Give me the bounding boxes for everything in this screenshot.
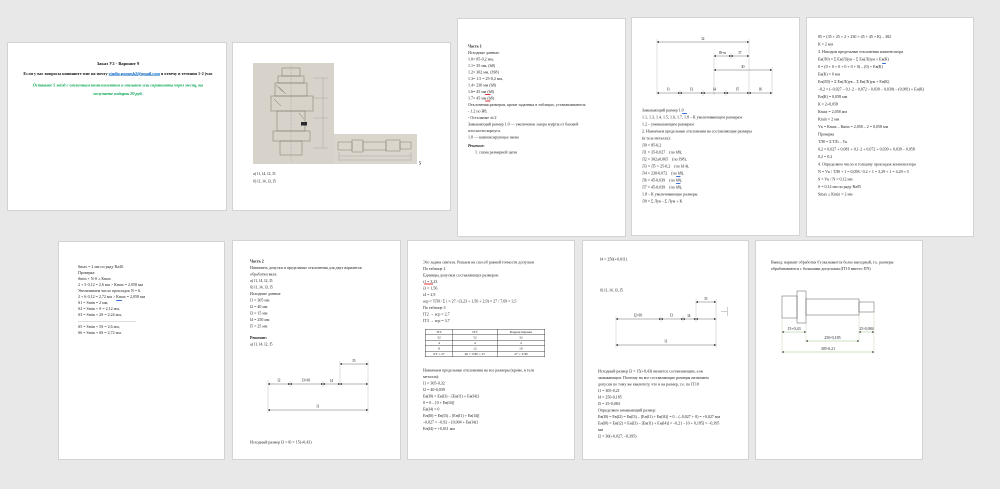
text-line: IT3 → аср = 3,7 xyxy=(423,318,450,323)
text-line: 0,2 = 0,2 xyxy=(818,154,833,159)
source-size-line xyxy=(250,439,312,446)
text-line: 1.4= 230 мм (h8) xyxy=(468,83,496,88)
text-line: - 1.2 по Н8, xyxy=(468,109,488,114)
cell: 32 xyxy=(425,335,452,341)
text-line: Вывод: вариант обработки б) оказывается более выгодный, т.е. размеры xyxy=(771,260,894,265)
text-line: 0 = 0 – [0 + Ев(l4)] xyxy=(423,400,455,405)
page-3-text xyxy=(468,43,618,156)
text-line: Л0 = 85-0,2 xyxy=(642,143,662,148)
promo-line: Оставьте 5 звёзд с отличным комплиментом и отзывом или скриншоты через месяц, вы xyxy=(32,82,204,88)
variant-captions xyxy=(253,170,276,185)
text-line: Кmin = 2 мм xyxy=(818,117,840,122)
text-line: 1.6= 45 мм (h8) xyxy=(468,89,494,94)
text-line: S = 0,12 мм по ряду Ra05 xyxy=(818,184,862,189)
shaft-sketch xyxy=(334,134,417,164)
assembly-sketch xyxy=(253,63,334,164)
text-line: Ев(Л0) = Σ Ев(Лi)ув – Σ Ен(Лi)ум + Ев(К) xyxy=(818,57,889,62)
text-line: Smin + N·S ≥ Кmax xyxy=(78,276,111,281)
spellcheck-mark xyxy=(485,94,491,95)
page-8-top-text xyxy=(423,259,571,324)
text-line: Исходные данные: xyxy=(468,50,500,55)
dim-labels xyxy=(787,326,873,352)
title-block xyxy=(8,43,227,98)
page-9-text xyxy=(598,368,748,440)
spellcheck-mark xyxy=(424,284,433,285)
figure-note: 5 xyxy=(419,161,421,166)
dim-label-l3: l3 xyxy=(689,86,694,92)
text-line: Исходный размер l3 = l0 = 15(+0,43) xyxy=(250,440,312,445)
review-mark xyxy=(882,63,886,64)
text-line: i3 = 1,56 xyxy=(423,286,438,291)
review-mark xyxy=(676,183,681,184)
dark-seal-mark xyxy=(301,122,307,126)
text-line: S1 = Smin = 2 мм, xyxy=(78,300,109,305)
dim-label-l0: l0 xyxy=(741,64,745,69)
text-line: 0,2 = 0,027 + 0,081 + 0,1·2 + 0,072 + 0,039 + 0,039 – 0,058 xyxy=(818,147,915,152)
text-line: Замыкающий размер 1.0 — увеличение зазора муфты от базовой xyxy=(468,122,579,127)
shaft-drawing xyxy=(779,283,904,363)
assembly-outline xyxy=(271,68,313,155)
solution-label: Решение: xyxy=(468,143,485,148)
dim-label-right: 25-0,084 xyxy=(859,326,874,331)
shaft-dim-lines xyxy=(339,152,411,161)
shaft-outline xyxy=(782,291,874,323)
text-line: Кmax = 2,058 мм xyxy=(818,109,847,114)
table-row xyxy=(425,351,545,357)
text-line: l4 = 250(+0,011) xyxy=(600,257,628,262)
col-header: ІТ3 xyxy=(453,329,497,335)
text-line: –0,027 = –0,92 – [0,004 + Ен(l4)] xyxy=(423,420,478,425)
text-line: Увеличиваем число прокладок N = 6. xyxy=(78,288,142,293)
text-line: Smax ≤ Кmin = 2 мм xyxy=(818,192,853,197)
text-line: 1.3= 1.5 = 25-0,2 мм, xyxy=(468,76,503,81)
text-line: По таблице 3 xyxy=(423,305,446,310)
text-line: Smax = 2 мм по ряду Ra40. xyxy=(78,264,124,269)
solution-step: 1. схема размерной цепи xyxy=(475,150,517,155)
dim-label-l1: l1 xyxy=(316,403,320,409)
text-line: S6 = Smin + 6S = 2,72 мм. xyxy=(78,330,122,335)
dim-label-l5: l5 xyxy=(704,296,708,301)
text-line: Ен(К) = 0,058 мм xyxy=(818,94,848,99)
text-line: Ен(l4) = +0,011 мм xyxy=(423,426,455,431)
text-line: Vк = Кmax – Кmin = 2,058 – 2 = 0,058 мм xyxy=(818,124,889,129)
page-thumbnail-7[interactable] xyxy=(232,240,401,460)
text-line: Л2 = 302±0,065 (по JS8), xyxy=(642,157,687,162)
review-mark xyxy=(682,113,687,114)
text-line: 85 = (35 + 25 + 2 + 230 + 45 + 45 + К) – 382 xyxy=(818,34,892,39)
shim-lines xyxy=(78,264,218,336)
page-2-content xyxy=(233,43,451,211)
text-line: 1.0= 85-0,2 мм, xyxy=(468,57,494,62)
text-line: 1.1= 35 мм, (h8) xyxy=(468,63,495,68)
text-line: Замыкающий размер 1.0 xyxy=(642,108,684,113)
text-line: плоскости корпуса. xyxy=(468,128,501,133)
initial-data-lines xyxy=(468,50,618,141)
text-line: допуски по тому же квалитету, что и на размер, т.е. по IT10 xyxy=(598,382,699,387)
text-line: l2 = 30(+0,027; –0,395) xyxy=(598,434,637,439)
text-line: 2 + 5·0,12 = 2,6 мм > Кmax = 2,058 мм xyxy=(78,282,144,287)
order-title: Заказ У2 - Вариант 9 xyxy=(96,61,140,66)
dim-label-l7: l7 xyxy=(738,50,742,55)
text-line: замыкающим. Поэтому на все составляющие размеры назначаем xyxy=(598,375,709,380)
text-line: Единицы допусков составляющих размеров: xyxy=(423,273,500,278)
page-4-content xyxy=(632,18,800,236)
cell: 4 xyxy=(453,340,497,346)
text-line: Ев(l4) = 0 xyxy=(423,407,440,412)
text-line: l3 = 15 мм xyxy=(250,311,268,316)
text-line: обработки вала: xyxy=(250,272,278,277)
text-line: l1 = 305 мм xyxy=(250,298,270,303)
text-line: 4. Определяем число и толщину прокладок компенсатора xyxy=(818,162,916,167)
text-line: Исходный размер l3 = 15(+0,43) является составляющим, а не xyxy=(598,369,704,374)
text-line: i4 = 2,9 xyxy=(423,292,436,297)
contact-suffix: я отвечу в течении 1-2 (час xyxy=(159,71,213,76)
text-line: Отклонения размеров, кроме заданных в таблицах, устанавливаются: xyxy=(468,102,587,107)
page-4-text xyxy=(642,107,792,205)
text-line: 1.8 – К увеличивающие размеры xyxy=(642,192,698,197)
variant-list xyxy=(250,278,395,291)
dim-label-l3: l3=l0 xyxy=(301,377,311,383)
review-mark xyxy=(116,300,122,301)
cell: 4 xyxy=(425,340,452,346)
dim-label-l2l0: l2=l0 xyxy=(633,312,643,318)
page-1-content xyxy=(8,43,227,211)
text-line: 1.1, 1.3, 1.4, 1.5, 1.6, 1.7, 1.8 – К увеличивающим размерам xyxy=(642,115,742,120)
cell: 27 = ТЛ0 xyxy=(497,351,545,357)
page-thumbnail-9[interactable] xyxy=(582,240,749,460)
text-line: l2 = 40-0,039 xyxy=(423,387,445,392)
dim-label-left: 15+0,43 xyxy=(787,326,801,331)
page-thumbnail-4[interactable] xyxy=(631,17,800,236)
text-line: S = Vк / N = 0,12 мм xyxy=(818,177,853,182)
page-thumbnail-2[interactable] xyxy=(232,42,451,211)
chain-lines xyxy=(642,107,792,205)
part-1-heading: Часть 1 xyxy=(468,44,482,49)
text-line: 1.8 — компенсирующее звено xyxy=(468,135,520,140)
text-line: обрабатываются с большими допусками (IT10 вместо IT9) xyxy=(771,266,871,271)
review-mark xyxy=(676,176,681,177)
dimension-lines xyxy=(657,42,772,93)
variant-a-diagram xyxy=(265,355,371,431)
dim-label-l1: l1 xyxy=(664,338,668,344)
conclusion-lines xyxy=(771,259,919,272)
text-line: б) l1, l4, l3, l5 xyxy=(600,288,623,293)
cell: 8 xyxy=(425,346,452,352)
page-thumbnail-5[interactable] xyxy=(806,17,974,237)
dimension-chain-diagram xyxy=(655,36,775,102)
cell: 10 xyxy=(497,346,545,352)
text-line: 0 = (0 + 0 + 0 + 0 + 0 + 0) – (0) + Ев(К) xyxy=(818,64,883,69)
dim-label-overall: 305-0,21 xyxy=(820,346,836,351)
text-line: 1.2= 302 мм, (JS8) xyxy=(468,70,499,75)
task-intro xyxy=(250,265,395,278)
text-line: К = 2+0,058 xyxy=(818,102,839,107)
page-5-text xyxy=(818,33,968,198)
text-line: По таблице 2 xyxy=(423,266,446,271)
text-line: б) l1, l4, l3, l5 xyxy=(250,285,273,290)
text-line: а) l1, l4, l2, l5 xyxy=(250,278,273,283)
promo-line: получаете подарок 20 руб. xyxy=(93,91,143,96)
drawing-photo-shaft xyxy=(334,134,417,164)
text-line: Л3 = Л5 = 25-0,2 (по h14), xyxy=(642,164,690,169)
text-line: Назначаем предельные отклонения на все размеры (кроме, в теле xyxy=(423,368,535,373)
text-line: S3 = Smin + 2S = 2,24 мм, xyxy=(78,312,122,317)
text-line: –0,2 = (–0,027 – 0,1·2 – 0,072 – 0,039 – 0,039) – (0,081) + Ен(К) xyxy=(818,87,925,92)
col-header: Корректировка xyxy=(497,329,545,335)
contact-line xyxy=(8,71,227,76)
cell: 4 xyxy=(497,340,545,346)
text-line: S2 = Smin + S = 2,12 мм, xyxy=(78,306,120,311)
cell: 52 xyxy=(453,335,497,341)
text-line: металла): xyxy=(423,374,440,379)
page-thumbnail-3[interactable] xyxy=(457,18,626,237)
dim-label-mid: 250-0,185 xyxy=(824,335,841,340)
shaft-outline xyxy=(338,140,411,152)
text-line: 1.2 – уменьшающим размерам xyxy=(642,122,694,127)
text-line: Л6 = 45-0,039 (по h8), xyxy=(642,178,683,183)
dim-label-l1: l1 xyxy=(666,86,671,92)
text-line: l5 = 25-0,084 xyxy=(598,401,620,406)
text-line: S5 = Smin + 5S = 2,6 мм, xyxy=(78,324,120,329)
text-line: Ен(l0) = Ен(l2) = Ен(l3) – [Ев(l1) + Ен(l4)] = –0,21 – [0 + 0,185] = –0,395 xyxy=(598,421,720,426)
data-label: Исходные данные xyxy=(250,291,281,296)
text-line: .......................................................... xyxy=(78,318,136,323)
dim-label-l3: l3 xyxy=(669,312,674,318)
text-line: Определяем замыкающий размер: xyxy=(598,408,657,413)
dim-label-l2: l2 xyxy=(277,377,281,383)
page-6-content xyxy=(59,242,225,460)
text-line: i1 = 3,23 xyxy=(423,279,438,284)
page-10-content xyxy=(756,241,923,460)
text-line: 1.7= 45 мм (h8) xyxy=(468,96,494,101)
text-line: Назначить допуски и предельные отклонения для двух вариантов xyxy=(250,265,362,270)
page-8-content xyxy=(408,241,575,460)
cell: 12 xyxy=(453,346,497,352)
text-line: Это задача синтеза. Решаем на способ равной точности допусков xyxy=(423,260,534,265)
text-line: l4 = 250 мм xyxy=(250,317,270,322)
text-line: 3. Находим предельные отклонения компенсатора xyxy=(818,49,904,54)
result-lines xyxy=(598,388,748,440)
variant-b-label xyxy=(600,287,623,294)
text-line: l2 = 40 мм xyxy=(250,304,268,309)
dim-label-l4: l4 xyxy=(329,378,334,383)
text-line: l5 = 25 мм xyxy=(250,324,268,329)
text-line: мм xyxy=(598,427,604,432)
cell: 40 > ТЛ0 = 27 xyxy=(453,351,497,357)
text-line: Ев(l0) = Ев(l3) – [Ев(l1) + Ев(l4)] xyxy=(423,394,479,399)
caption-variant-b: б) l1, l4, l3, l5 xyxy=(253,179,276,184)
cell: 32 xyxy=(497,335,545,341)
variant-b-diagram xyxy=(613,294,719,361)
text-line: IT2 → аср = 2,7 xyxy=(423,312,450,317)
page-thumbnail-6[interactable] xyxy=(58,241,225,460)
cell: ΣТ = 27 xyxy=(425,351,452,357)
text-line: l1 = 305-0,21 xyxy=(598,388,620,393)
text-line: аср = ТЛ0 / Σ i = 27 / (3,23 + 1,56 + 2,9) = 27 / 7,69 = 3,5 xyxy=(423,299,517,304)
text-line: Ев(l0) = Ев(l2) = Ев(l3) – [Ен(l1) + Ев(l4)] = 0 – (–0,027 + 0) = +0,027 мм xyxy=(598,414,720,419)
contact-prefix: Если у вас вопросы напишите мне на почту xyxy=(23,71,109,76)
page-8-bottom-text xyxy=(423,367,571,432)
text-line: Л0 = Σ Лув – Σ Лум + К xyxy=(642,199,683,204)
page-9-content xyxy=(583,241,749,460)
text-line: 2. Назначаем предельные отклонения на составляющие размеры xyxy=(642,129,752,134)
dim-label-l8k: l8+к xyxy=(718,50,727,55)
text-line: l4 = 250-0,185 xyxy=(598,395,622,400)
text-line: Проверка: xyxy=(78,270,96,275)
page-7-content xyxy=(233,241,401,460)
page-thumbnail-8[interactable] xyxy=(407,240,575,460)
drawing-photo-assembly xyxy=(253,63,334,164)
text-line: l1 = 305-0,32 xyxy=(423,381,445,386)
page-6-text xyxy=(78,264,218,336)
dim-label-l4: l4 xyxy=(712,86,717,92)
part-2-heading: Часть 2 xyxy=(250,259,264,264)
text-line: Л4 = 230-0,072 (по h8), xyxy=(642,171,685,176)
dim-label-l6: l6 xyxy=(758,86,763,92)
page-7-text xyxy=(250,258,395,348)
text-line: Л1 = 35-0,027 (по h8), xyxy=(642,150,683,155)
spellcheck-mark xyxy=(485,101,491,102)
text-line: К = 2 мм xyxy=(818,42,833,47)
page-thumbnail-1[interactable] xyxy=(7,42,227,211)
text-line: Ен(Л0) = Σ Ен(Лi)ув – Σ Ев(Лi)ум + Ен(К) xyxy=(818,79,890,84)
promo-block xyxy=(8,81,227,98)
dim-label-l5: l5 xyxy=(352,358,356,363)
compensator-lines xyxy=(818,33,968,198)
text-line: N = Vк / ТЛ0 + 1 = 0,058 / 0,2 + 1 = 3,29 + 1 = 4,29 ≈ 5 xyxy=(818,169,909,174)
page-thumbnail-10[interactable] xyxy=(755,240,923,460)
solution-label: Решение: xyxy=(250,335,268,340)
paragraph-lines xyxy=(598,368,748,388)
email-link[interactable]: studio.pomosh2@gmail.com xyxy=(108,71,160,76)
text-line: ТЛ0 = Σ ТЛi – Vк xyxy=(818,139,848,144)
text-line: (в теле металла): xyxy=(642,136,671,141)
page-3-content xyxy=(458,19,626,237)
text-line: Ен(l0) = Ен(l3) – [Ен(l1) + Ев(l4)] xyxy=(423,413,480,418)
stray-cursor-artifact xyxy=(727,307,728,316)
text-line: - Остальные ±t/2 xyxy=(468,115,497,120)
conclusion-text xyxy=(771,259,919,272)
dim-label-l4: l4 xyxy=(687,313,691,318)
assembly-dim-lines xyxy=(291,66,328,161)
text-line: Проверка xyxy=(818,132,835,137)
dim-label-l2: l2 xyxy=(701,36,705,41)
text-line: Ев(К) = 0 мм xyxy=(818,72,840,77)
dim-label-l5: l5 xyxy=(735,86,740,92)
tolerance-table xyxy=(425,329,545,357)
variant-a-label: а) l1, l4, l2, l5 xyxy=(250,342,273,347)
caption-variant-a: а) l1, l4, l2, l5 xyxy=(253,171,276,176)
sizes-list xyxy=(250,297,395,330)
page-5-content xyxy=(807,18,974,237)
text-line: 2 + 6·0,12 = 2,72 мм > Кmax = 2,058 мм xyxy=(78,294,146,299)
col-header: ІТ2 xyxy=(425,329,452,335)
synthesis-lines xyxy=(423,259,571,324)
l4-result-line xyxy=(600,256,627,263)
text-line: Л7 = 45-0,039 (по h8), xyxy=(642,185,683,190)
deviation-lines xyxy=(423,367,571,432)
